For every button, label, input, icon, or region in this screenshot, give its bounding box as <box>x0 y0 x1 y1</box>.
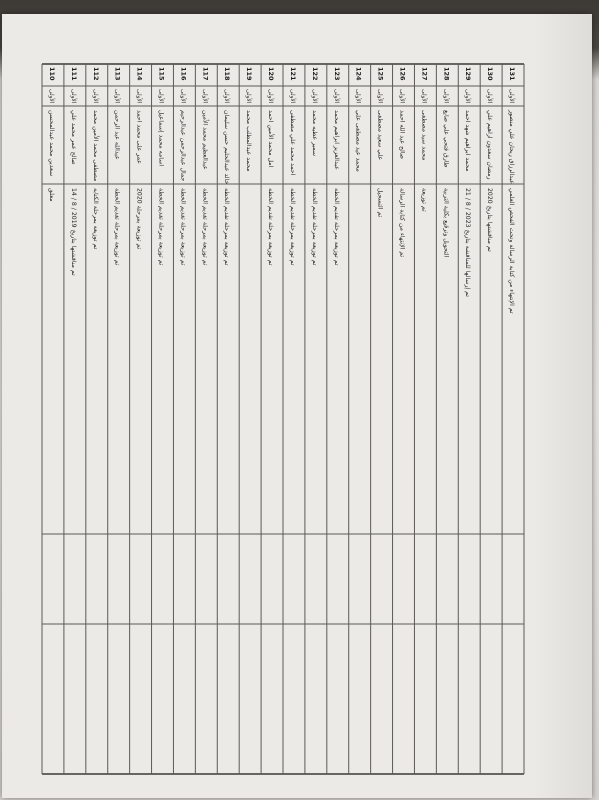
table-svg <box>2 14 592 798</box>
row-note: تم توزيعة بمرحلة تقديم الخطة <box>179 188 187 266</box>
row-category: الأولى <box>398 89 405 104</box>
row-name: رمضان سعدون اراهيم علي <box>486 110 494 180</box>
row-note: التحويل وترقيع بكلية التربية <box>442 188 450 258</box>
row-category: الأولى <box>267 89 274 104</box>
row-category: الأولى <box>464 89 471 104</box>
row-name: صالح عبد الله احمد <box>398 110 406 160</box>
row-number: 127 <box>420 67 429 81</box>
row-note: تم الإنتهاء من كتابة الرسالة <box>398 188 406 258</box>
row-number: 131 <box>508 67 517 81</box>
row-note: تم الإنتهاء من كتابة الرسالة وتحت الفحص العلمي <box>508 188 516 314</box>
row-number: 122 <box>310 67 319 81</box>
row-category: الأولى <box>113 89 120 104</box>
row-note: تم توزيعة بمرحلة تقديم الخطة <box>310 188 318 266</box>
row-category: الأولى <box>201 89 208 104</box>
row-category: الأولى <box>157 89 164 104</box>
row-number: 111 <box>69 67 78 81</box>
row-name: محمد سيد مصطفى <box>420 110 428 161</box>
row-note: تم توزيعة بمرحلة تقديم الخطة <box>113 188 121 266</box>
row-number: 115 <box>157 67 166 81</box>
row-note: تم توزيعة بمرحلة تقديم الخطة <box>201 188 209 266</box>
row-note: تم توزيعة بمرحلة تقديم الخطة <box>157 188 165 266</box>
row-number: 125 <box>376 67 385 81</box>
row-category: الأولى <box>354 89 361 104</box>
row-number: 117 <box>201 67 210 81</box>
row-name: عبدالعظيم محمد الأمين <box>201 110 209 170</box>
row-name: عبدالله عبد الرحمن <box>113 110 121 160</box>
row-note: تم مناقشتها بتاريخ 2019 / 8 / 14 <box>69 188 77 276</box>
row-note: تم إرسالها للمناقشة بتاريخ 2023 / 8 / 21 <box>464 188 472 297</box>
row-number: 120 <box>267 67 276 81</box>
row-category: الأولى <box>179 89 186 104</box>
row-category: الأولى <box>245 89 252 104</box>
row-number: 114 <box>135 67 144 81</box>
row-number: 128 <box>442 67 451 81</box>
document-page <box>2 14 592 798</box>
row-name: طارق فتحي علي صابغ <box>442 110 450 168</box>
row-note: تم توزيعة بمرحلة تقديم الخطة <box>223 188 231 266</box>
row-note: تم مناقشتها بتاريخ 2020 <box>486 188 494 252</box>
row-name: عبدالرزاق ريحان علي منصور <box>508 110 516 184</box>
row-category: الأولى <box>376 89 383 104</box>
row-category: الأولى <box>508 89 515 104</box>
row-note: تم توزيعة بمرحلة تقديم الخطة <box>332 188 340 266</box>
row-number: 123 <box>332 67 341 81</box>
row-name: احمد محمد علي مصطفى <box>288 110 296 176</box>
row-number: 113 <box>113 67 122 81</box>
row-name: اسامه محمد إسماعيل <box>157 110 165 167</box>
row-note: تم توزيعة بمرحلة 2020 <box>135 188 143 250</box>
row-name: صالح عمر محمد علي <box>69 110 77 165</box>
row-category: الأولى <box>135 89 142 104</box>
row-number: 130 <box>486 67 495 81</box>
row-category: الأولى <box>442 89 449 104</box>
row-category: الأولى <box>332 89 339 104</box>
row-name: محمد عيد مصطفى علي <box>354 110 362 172</box>
row-category: الأولى <box>420 89 427 104</box>
row-category: الأولى <box>486 89 493 104</box>
row-note: تم توزيعة بمرحلة تقديم الخطة <box>288 188 296 266</box>
row-number: 112 <box>91 67 100 81</box>
row-number: 121 <box>288 67 297 81</box>
row-number: 124 <box>354 67 363 81</box>
row-note: تم توزيعة بمرحلة الكتابة <box>91 188 99 250</box>
row-name: محمد عبدالمطلب محمد <box>245 110 253 172</box>
row-note: معلق <box>47 188 55 202</box>
row-number: 110 <box>47 67 56 81</box>
row-name: عمر على محمد احمد <box>135 110 143 164</box>
row-name: سمير عطيه محمد <box>310 110 318 157</box>
row-category: الأولى <box>288 89 295 104</box>
row-number: 126 <box>398 67 407 81</box>
row-name: محمد ابراهيم شهد احمد <box>464 110 472 172</box>
scanned-table <box>2 14 592 798</box>
row-note: تم توزيعة <box>420 188 428 212</box>
row-category: الأولى <box>91 89 98 104</box>
row-name: علي سعيد مصطفى <box>376 110 384 161</box>
row-name: سعدين محمد عبدالمحسن <box>47 110 55 177</box>
row-category: الأولى <box>223 89 230 104</box>
row-number: 118 <box>223 67 232 81</box>
row-name: امل محمد الأمين احمد <box>267 110 275 168</box>
row-name: جمال عبدالرحمن عبدالرحيم <box>179 110 187 182</box>
row-name: عبدالعزيز ابراهيم محمد <box>332 110 340 170</box>
row-name: مصطفى محمد الأمين محمد <box>91 110 99 182</box>
row-number: 129 <box>464 67 473 81</box>
row-category: الأولى <box>310 89 317 104</box>
row-name: خالد عبدالحليم حسن سليمان <box>223 110 231 185</box>
row-number: 119 <box>245 67 254 81</box>
row-note: تم توزيعة بمرحلة تقديم الخطة <box>267 188 275 266</box>
row-category: الأولى <box>69 89 76 104</box>
row-number: 116 <box>179 67 188 81</box>
row-category: الأولى <box>47 89 54 104</box>
row-note: تم التسجيل <box>376 188 384 218</box>
